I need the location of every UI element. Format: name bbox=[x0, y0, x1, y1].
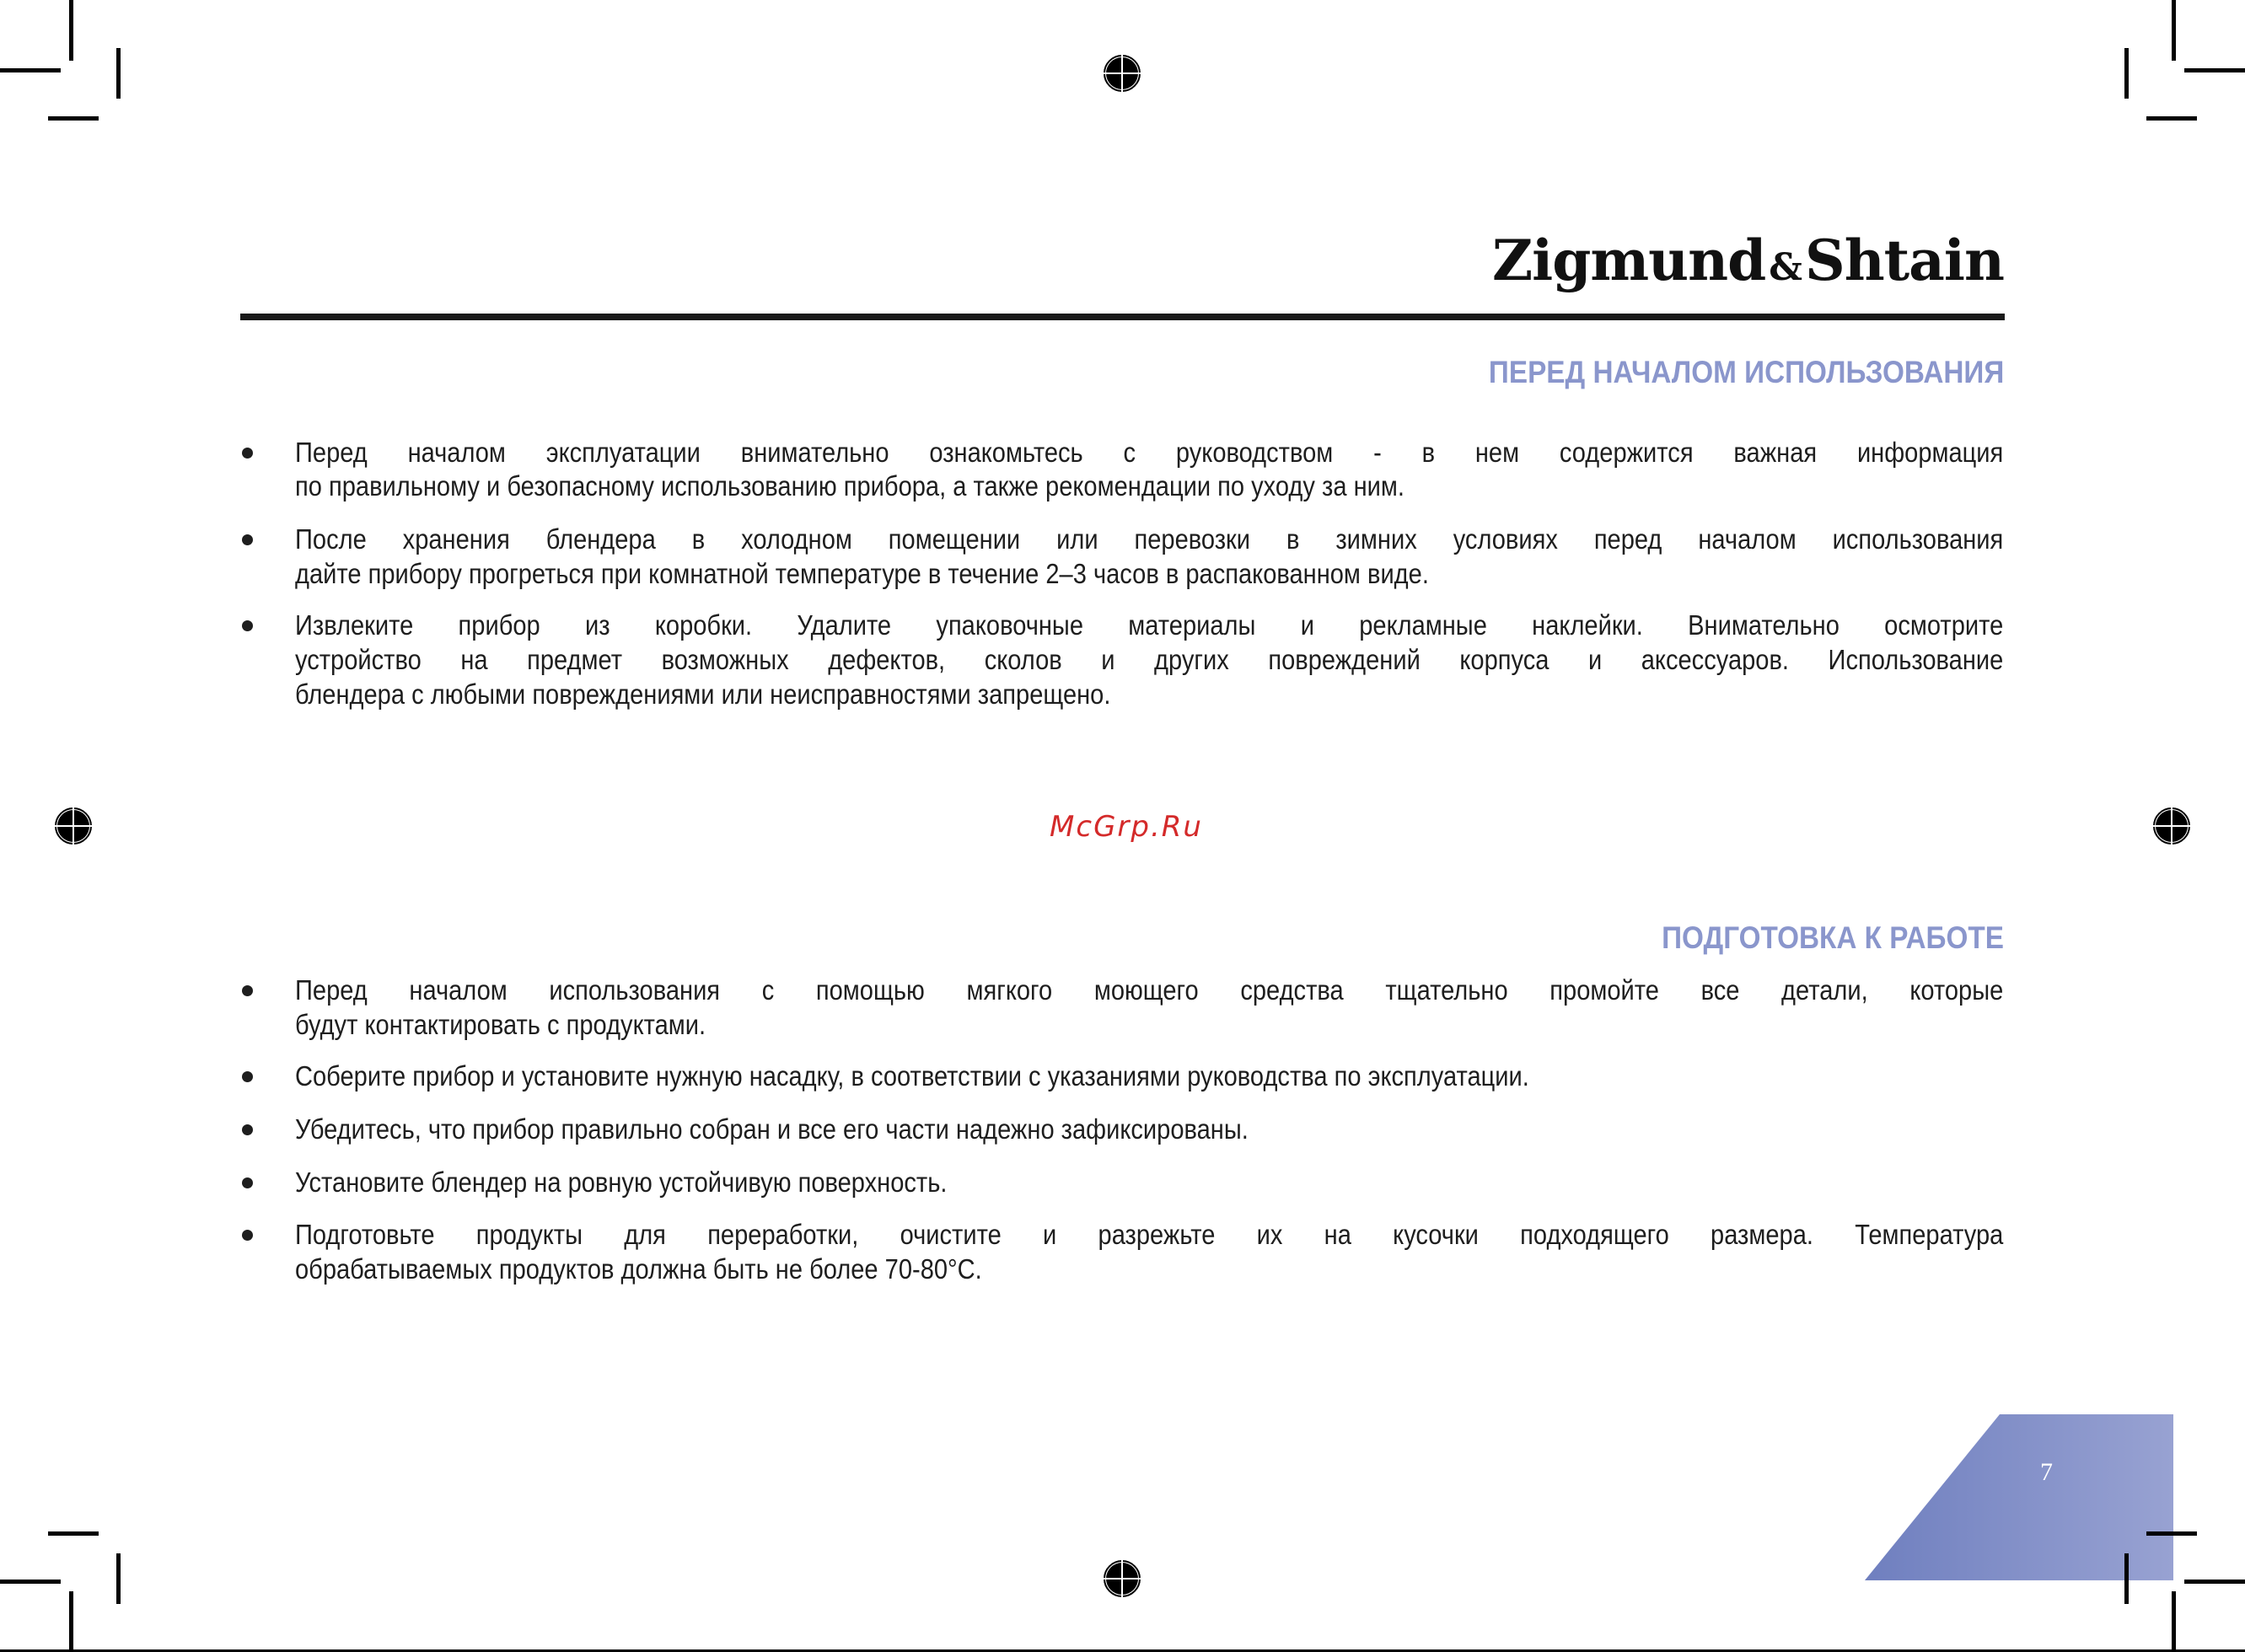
list-item-line: Соберите прибор и установите нужную насадку, в соответствии с указаниями руководства по эксплуатации. bbox=[295, 1060, 1529, 1092]
watermark: McGrp.Ru bbox=[1050, 810, 1203, 844]
list-item-line: блендера с любыми повреждениями или неисправностями запрещено. bbox=[295, 678, 1111, 710]
crop-mark bbox=[2146, 1531, 2197, 1536]
list-item-line: будут контактировать с продуктами. bbox=[295, 1009, 706, 1040]
page-number: 7 bbox=[2040, 1458, 2053, 1486]
logo-amp: & bbox=[1769, 246, 1802, 289]
list-item-line: Убедитесь, что прибор правильно собран и все его части надежно зафиксированы. bbox=[295, 1113, 1249, 1145]
list-item-line: Подготовьте продукты для переработки, очистите и разрежьте их на кусочки подходящего размера. Температура bbox=[295, 1219, 2004, 1250]
list-item-line: Установите блендер на ровную устойчивую поверхность. bbox=[295, 1167, 948, 1198]
list-item-line: Извлеките прибор из коробки. Удалите упаковочные материалы и рекламные наклейки. Внимательно осмотрите bbox=[295, 609, 2004, 641]
section-title-before-use: ПЕРЕД НАЧАЛОМ ИСПОЛЬЗОВАНИЯ bbox=[1488, 355, 2004, 389]
list-item-line: по правильному и безопасному использованию прибора, а также рекомендации по уходу за ним. bbox=[295, 470, 1404, 502]
crop-mark bbox=[2124, 1553, 2129, 1604]
list-item-line: устройство на предмет возможных дефектов, сколов и других повреждений корпуса и аксессуаров. Использование bbox=[295, 644, 2004, 675]
logo-right: Shtain bbox=[1805, 228, 2004, 293]
list-item-line: Перед началом использования с помощью мягкого моющего средства тщательно промойте все детали, которые bbox=[295, 974, 2004, 1006]
logo-left: Zigmund bbox=[1491, 228, 1766, 293]
list-item-line: обрабатываемых продуктов должна быть не более 70-80°С. bbox=[295, 1253, 982, 1285]
list-item-line: После хранения блендера в холодном помещении или перевозки в зимних условиях перед началом использования bbox=[295, 523, 2004, 555]
list-item-line: Перед началом эксплуатации внимательно ознакомьтесь с руководством - в нем содержится важная информация bbox=[295, 437, 2004, 468]
list-item-line: дайте прибору прогреться при комнатной температуре в течение 2–3 часов в распакованном виде. bbox=[295, 558, 1429, 589]
section-title-preparation: ПОДГОТОВКА К РАБОТЕ bbox=[1662, 920, 2004, 955]
